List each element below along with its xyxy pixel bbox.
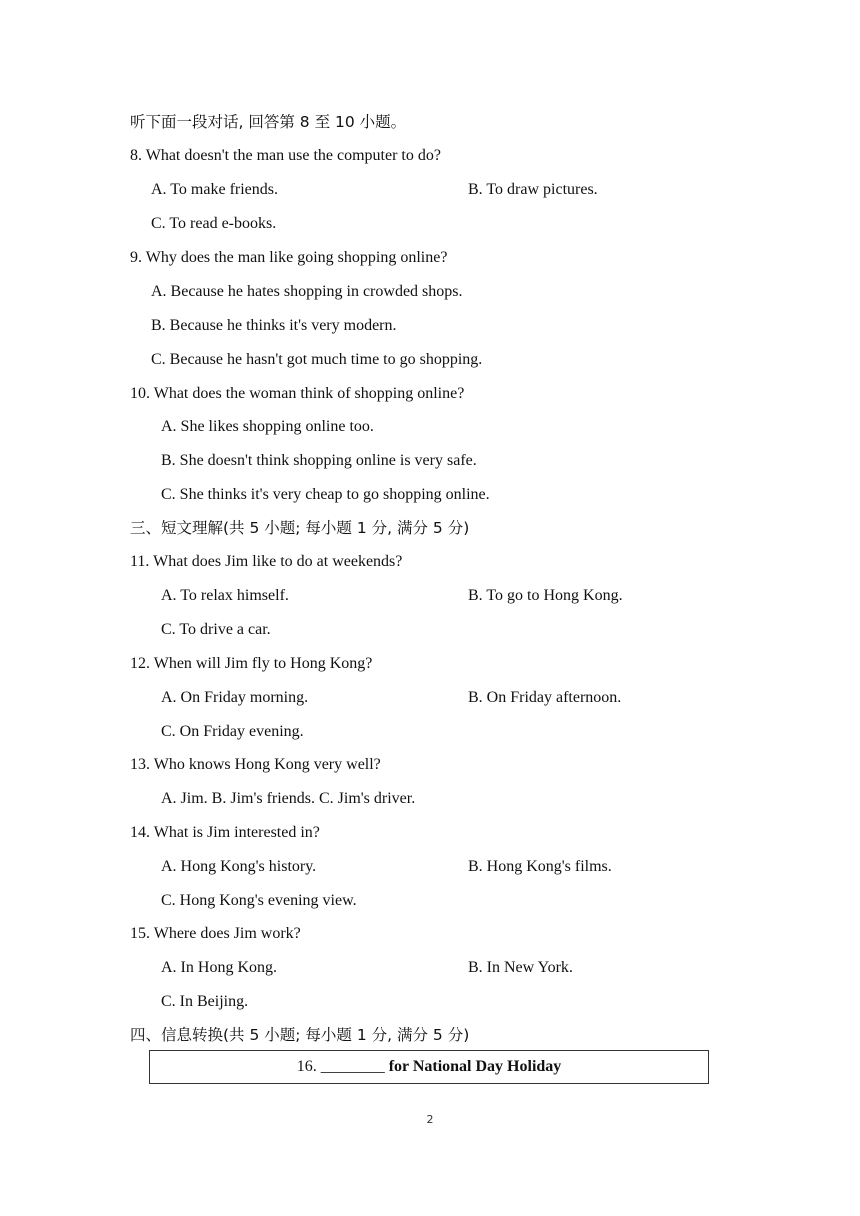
option-10a: A. She likes shopping online too. xyxy=(161,418,374,435)
section4-title: 四、信息转换(共 5 小题; 每小题 1 分, 满分 5 分) xyxy=(130,1026,470,1044)
option-11c: C. To drive a car. xyxy=(161,621,271,638)
table-title: for National Day Holiday xyxy=(388,1058,562,1075)
table-number-blank: 16. ________ xyxy=(296,1058,389,1075)
question-12: 12. When will Jim fly to Hong Kong? xyxy=(130,655,373,672)
option-9b: B. Because he thinks it's very modern. xyxy=(151,317,397,334)
option-14b: B. Hong Kong's films. xyxy=(468,858,612,875)
question-11: 11. What does Jim like to do at weekends? xyxy=(130,553,403,570)
option-12b: B. On Friday afternoon. xyxy=(468,689,622,706)
option-12a: A. On Friday morning. xyxy=(161,689,309,706)
page-number: 2 xyxy=(426,1113,434,1126)
option-14c: C. Hong Kong's evening view. xyxy=(161,892,357,909)
question-9: 9. Why does the man like going shopping online? xyxy=(130,249,448,266)
option-11b: B. To go to Hong Kong. xyxy=(468,587,623,604)
info-table-header xyxy=(149,1050,709,1084)
question-8: 8. What doesn't the man use the computer to do? xyxy=(130,147,441,164)
option-15a: A. In Hong Kong. xyxy=(161,959,277,976)
option-15b: B. In New York. xyxy=(468,959,573,976)
question-14: 14. What is Jim interested in? xyxy=(130,824,320,841)
option-12c: C. On Friday evening. xyxy=(161,723,304,740)
option-15c: C. In Beijing. xyxy=(161,993,249,1010)
options-13: A. Jim. B. Jim's friends. C. Jim's driver. xyxy=(161,790,416,807)
section-intro: 听下面一段对话, 回答第 8 至 10 小题。 xyxy=(130,113,407,131)
option-8a: A. To make friends. xyxy=(151,181,278,198)
option-8b: B. To draw pictures. xyxy=(468,181,598,198)
option-9c: C. Because he hasn't got much time to go shopping. xyxy=(151,351,483,368)
option-9a: A. Because he hates shopping in crowded shops. xyxy=(151,283,463,300)
option-11a: A. To relax himself. xyxy=(161,587,289,604)
option-8c: C. To read e-books. xyxy=(151,215,277,232)
option-14a: A. Hong Kong's history. xyxy=(161,858,317,875)
question-10: 10. What does the woman think of shopping online? xyxy=(130,385,465,402)
option-10b: B. She doesn't think shopping online is very safe. xyxy=(161,452,477,469)
option-10c: C. She thinks it's very cheap to go shopping online. xyxy=(161,486,490,503)
section3-title: 三、短文理解(共 5 小题; 每小题 1 分, 满分 5 分) xyxy=(130,519,470,537)
question-13: 13. Who knows Hong Kong very well? xyxy=(130,756,381,773)
question-15: 15. Where does Jim work? xyxy=(130,925,301,942)
